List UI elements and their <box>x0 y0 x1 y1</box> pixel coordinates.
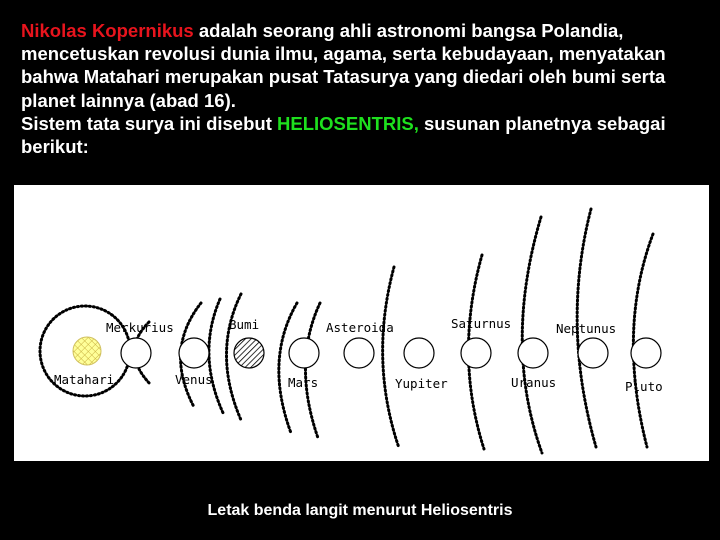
copernicus-name: Nikolas Kopernikus <box>21 20 194 41</box>
label-saturnus: Saturnus <box>451 316 512 331</box>
planet-neptunus <box>578 338 608 368</box>
orbit-uranus <box>522 217 542 453</box>
intro-sentence-1: adalah seorang ahli astronomi bangsa Polandia, mencetuskan revolusi dunia ilmu, agama, serta kebudayaan, menyatakan bahwa Matahari merupakan pusat Tatasurya yang diedari oleh bumi serta planet lainnya (abad 16). <box>21 20 666 111</box>
label-merkurius: Merkurius <box>106 320 174 335</box>
label-bumi: Bumi <box>229 317 260 332</box>
intro-paragraph <box>21 19 711 158</box>
label-venus: Venus <box>175 372 213 387</box>
planet-venus <box>179 338 209 368</box>
orbit-mars <box>279 303 297 433</box>
planet-asteroida <box>344 338 374 368</box>
orbit-yupiter <box>383 267 399 448</box>
planet-pluto <box>631 338 661 368</box>
planet-bumi <box>234 338 264 368</box>
label-neptunus: Neptunus <box>556 321 617 336</box>
planet-mars <box>289 338 319 368</box>
planet-uranus <box>518 338 548 368</box>
label-asteroida: Asteroida <box>326 320 394 335</box>
heliocentric-diagram <box>14 185 709 461</box>
label-pluto: Pluto <box>625 379 663 394</box>
label-yupiter: Yupiter <box>395 376 448 391</box>
orbit-bumi <box>209 299 224 415</box>
label-matahari: Matahari <box>54 372 115 387</box>
solar-system-illustration <box>14 185 709 461</box>
label-uranus: Uranus <box>511 375 557 390</box>
planet-saturnus <box>461 338 491 368</box>
intro-sentence-2-end: susunan planetnya sebagai berikut: <box>21 112 666 158</box>
intro-sentence-2-start: Sistem tata surya ini disebut <box>21 112 277 134</box>
planet-yupiter <box>404 338 434 368</box>
sun-matahari <box>73 337 101 365</box>
heliocentric-term: HELIOSENTRIS, <box>277 112 419 134</box>
diagram-caption: Letak benda langit menurut Heliosentris <box>207 502 513 519</box>
orbit-asteroida <box>305 303 320 438</box>
planet-merkurius <box>121 338 151 368</box>
label-mars: Mars <box>288 375 319 390</box>
